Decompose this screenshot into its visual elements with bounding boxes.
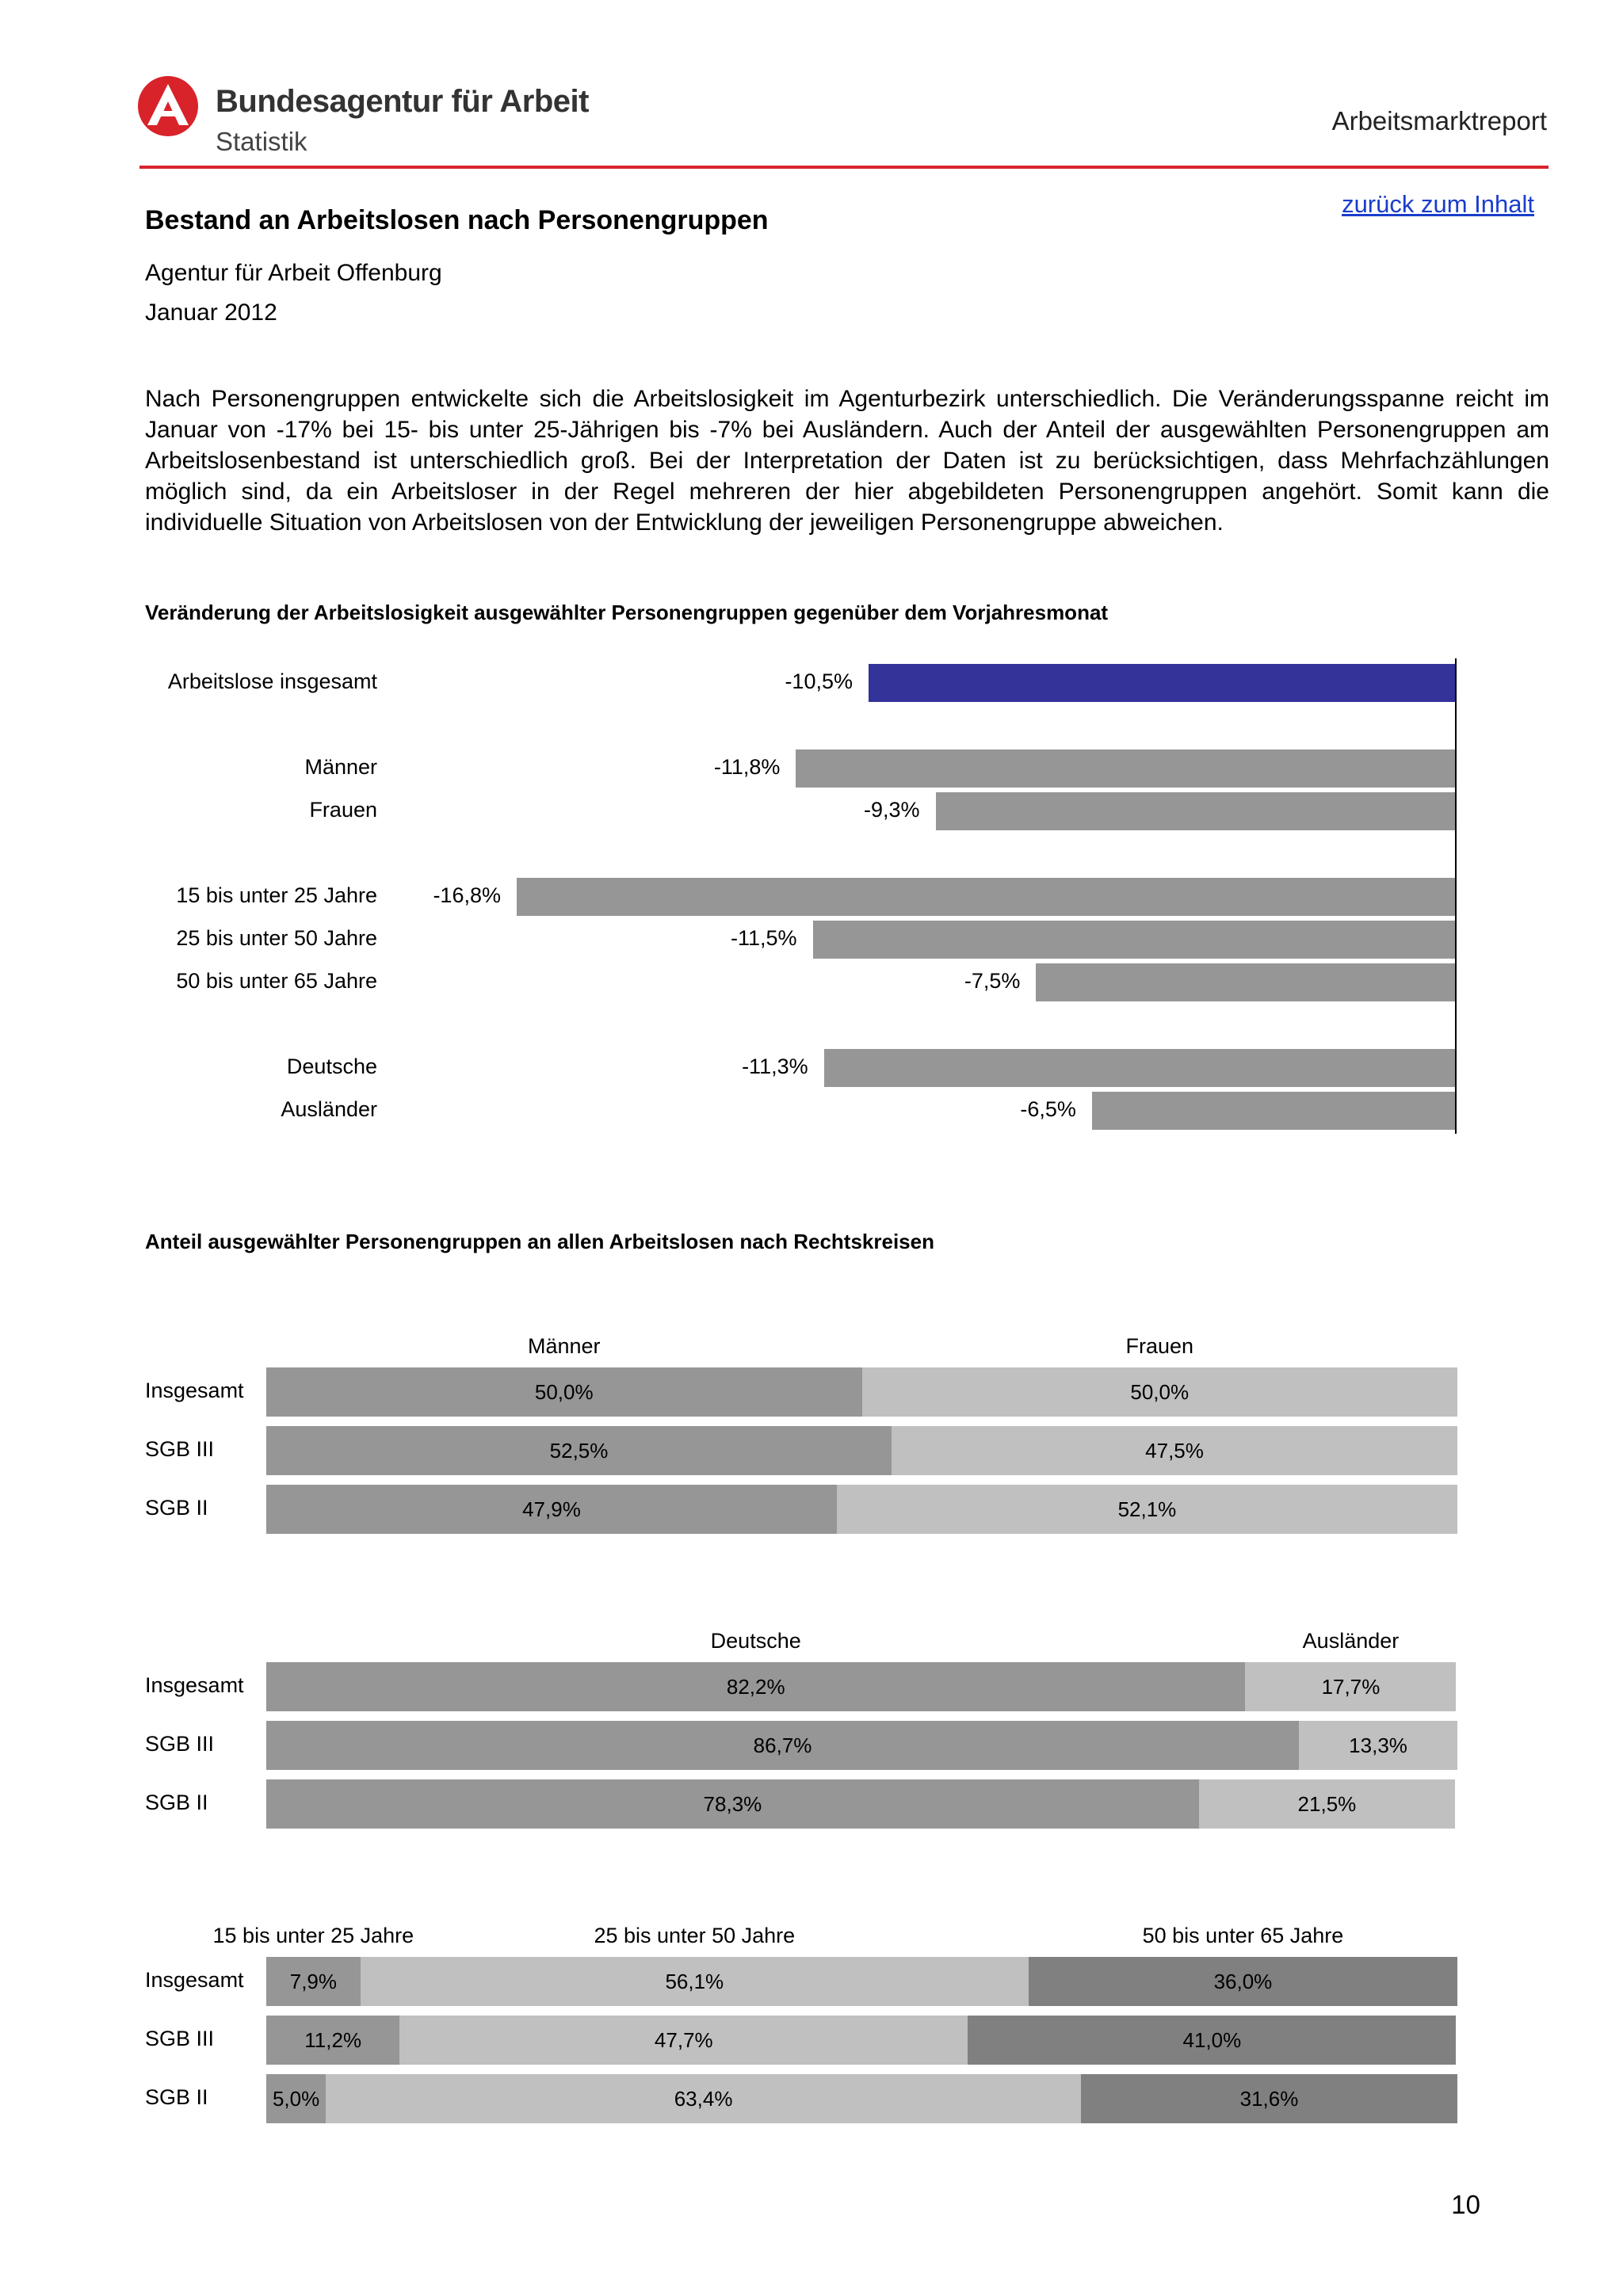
chart1-value-label: -11,8% [713,755,781,779]
chart2-segment: 52,5% [266,1426,892,1475]
chart1-category-label: Ausländer [281,1097,377,1121]
chart2-segment: 82,2% [266,1662,1245,1711]
chart2-segment: 47,5% [892,1426,1457,1475]
chart2-segment: 21,5% [1199,1779,1455,1829]
org-subtitle: Statistik [216,127,307,156]
chart2-series-header: Deutsche [710,1629,801,1653]
chart2-row-label: Insgesamt [145,1968,244,1992]
chart2-segment: 17,7% [1245,1662,1456,1711]
chart2-series-header: 50 bis unter 65 Jahre [1142,1924,1344,1947]
chart1-category-label: 50 bis unter 65 Jahre [176,969,377,993]
chart1-value-label: -11,3% [742,1055,808,1078]
chart2-segment: 11,2% [266,2016,399,2065]
chart2-segment: 56,1% [361,1957,1029,2006]
intro-paragraph: Nach Personengruppen entwickelte sich die Arbeitslosigkeit im Agenturbezirk unterschiedlich. Die Veränderungsspanne reicht im Januar von -17% bei 15- bis unter 25-Jährigen bis -7% bei Ausländern. Auch der Anteil der ausgewählten Personengruppen am Arbeitslosenbestand ist unterschiedlich groß. Bei der Interpretation der Daten ist zu berücksichtigen, dass Mehrfachzählungen möglich sind, da ein Arbeitsloser in der Regel mehreren der hier abgebildeten Personengruppen angehört. Somit kann die individuelle Situation von Arbeitslosen von der Entwicklung der jeweiligen Personengruppe abweichen. [145,386,1549,536]
chart2-stacked-row [266,1721,1457,1770]
page-title: Bestand an Arbeitslosen nach Personengruppen [145,205,769,235]
ba-logo-icon [136,74,200,138]
back-to-contents-link[interactable]: zurück zum Inhalt [1342,190,1534,218]
chart1-bar [869,664,1455,702]
chart1-zero-axis [1455,658,1457,1134]
chart1-bar [824,1049,1455,1087]
chart2-segment: 47,7% [399,2016,968,2065]
chart2-stacked-row [266,1662,1457,1711]
chart2-row-label: SGB III [145,1732,215,1756]
chart1-bar [1092,1092,1455,1130]
chart2-segment: 41,0% [968,2016,1456,2065]
chart2-row-label: SGB II [145,1791,208,1814]
chart2-row-label: SGB III [145,1437,215,1461]
chart2-series-header: Frauen [1125,1334,1194,1358]
chart1-bar [813,921,1455,959]
chart2-stacked-row [266,1426,1457,1475]
chart2-segment: 47,9% [266,1485,837,1534]
chart2-segment: 31,6% [1081,2074,1457,2123]
chart1-value-label: -16,8% [433,883,501,907]
chart1-category-label: 25 bis unter 50 Jahre [176,926,377,950]
chart1-category-label: 15 bis unter 25 Jahre [176,883,377,907]
period: Januar 2012 [145,299,277,326]
chart2-series-header: 15 bis unter 25 Jahre [212,1924,414,1947]
chart1-bar [796,749,1455,788]
header-divider [139,166,1549,169]
chart1-bar [936,792,1455,830]
chart2-segment: 50,0% [266,1367,862,1417]
chart2-series-header: 25 bis unter 50 Jahre [594,1924,796,1947]
chart2-row-label: Insgesamt [145,1673,244,1697]
chart1-value-label: -7,5% [964,969,1021,993]
chart2-stacked-row [266,1367,1457,1417]
report-name: Arbeitsmarktreport [1331,106,1547,135]
chart2-row-label: SGB II [145,1496,208,1520]
chart2-stacked-row [266,1485,1457,1534]
chart1-bar [517,878,1455,916]
chart1-value-label: -6,5% [1020,1097,1076,1121]
chart2-stacked-row [266,1957,1457,2006]
chart1-value-label: -9,3% [864,798,920,822]
chart1-category-label: Deutsche [286,1055,377,1078]
chart2-segment: 52,1% [837,1485,1457,1534]
chart2-series-header: Männer [527,1334,601,1358]
chart1-title: Veränderung der Arbeitslosigkeit ausgewählter Personengruppen gegenüber dem Vorjahresmonat [145,601,1109,624]
chart1-category-label: Arbeitslose insgesamt [167,669,377,693]
chart2-stacked-row [266,2074,1457,2123]
chart2-segment: 63,4% [326,2074,1081,2123]
page-number: 10 [1451,2190,1480,2219]
chart2-row-label: SGB II [145,2085,208,2109]
org-name: Bundesagentur für Arbeit [216,84,589,119]
chart2-segment: 7,9% [266,1957,361,2006]
chart2-segment: 13,3% [1299,1721,1457,1770]
chart2-stacked-row [266,1779,1457,1829]
chart2-segment: 78,3% [266,1779,1199,1829]
chart2-series-header: Ausländer [1302,1629,1400,1653]
chart2-row-label: SGB III [145,2027,215,2050]
chart1-value-label: -11,5% [730,926,797,950]
chart2-title: Anteil ausgewählter Personengruppen an allen Arbeitslosen nach Rechtskreisen [145,1230,934,1253]
chart1-category-label: Frauen [309,798,377,822]
chart2-stacked-row [266,2016,1457,2065]
chart2-segment: 36,0% [1029,1957,1457,2006]
chart2-segment: 50,0% [862,1367,1458,1417]
chart1-value-label: -10,5% [785,669,853,693]
chart2-segment: 5,0% [266,2074,326,2123]
agency-name: Agentur für Arbeit Offenburg [145,260,442,286]
chart2-segment: 86,7% [266,1721,1299,1770]
chart1-category-label: Männer [304,755,377,779]
chart1-bar [1036,963,1455,1001]
chart2-row-label: Insgesamt [145,1379,244,1402]
